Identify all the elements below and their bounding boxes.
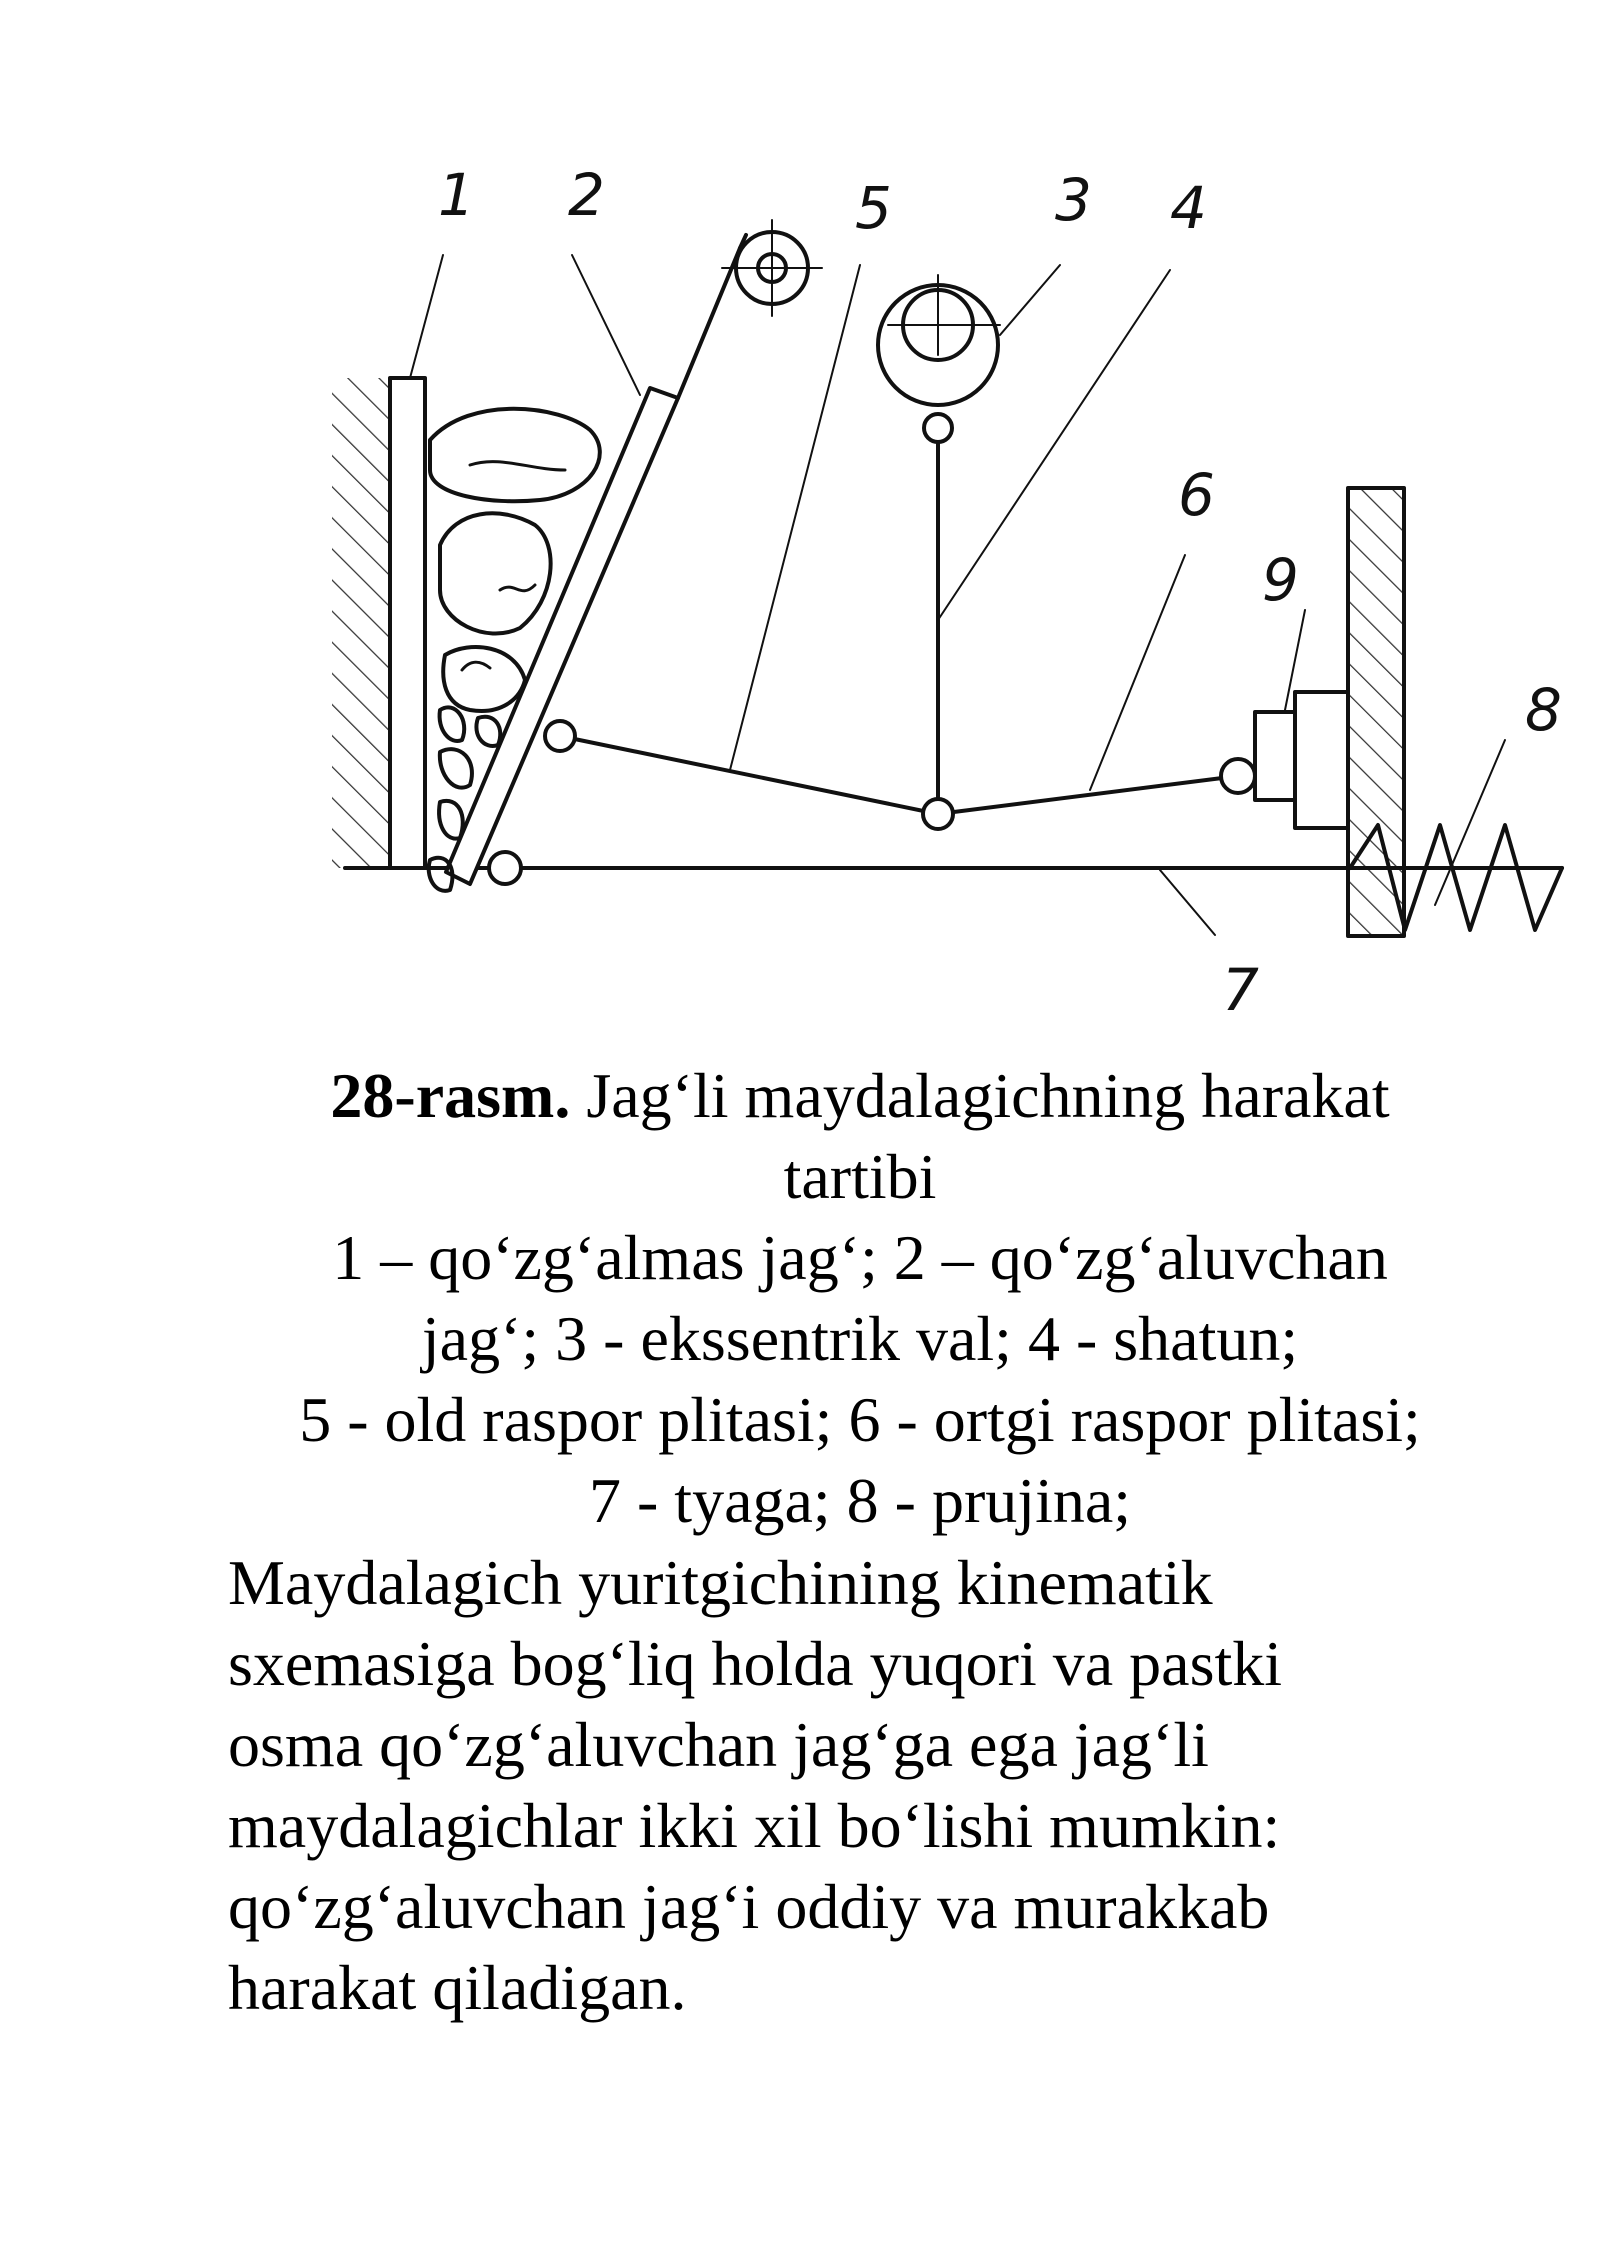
label-9: 9 bbox=[1262, 546, 1299, 614]
legend-line-2: jag‘; 3 - ekssentrik val; 4 - shatun; bbox=[421, 1303, 1299, 1374]
figure-caption bbox=[200, 1055, 1520, 1541]
body-line-5: qo‘zg‘aluvchan jag‘i oddiy va murakkab bbox=[228, 1871, 1270, 1942]
front-toggle-plate bbox=[560, 736, 938, 814]
body-paragraph bbox=[228, 1542, 1488, 2028]
body-line-2: sxemasiga bog‘liq holda yuqori va pastki bbox=[228, 1628, 1283, 1699]
body-line-4: maydalagichlar ikki xil bo‘lishi mumkin: bbox=[228, 1790, 1281, 1861]
label-1: 1 bbox=[438, 161, 475, 229]
body-line-3: osma qo‘zg‘aluvchan jag‘ga ega jag‘li bbox=[228, 1709, 1209, 1780]
label-8: 8 bbox=[1525, 676, 1562, 744]
left-wall bbox=[332, 378, 390, 868]
legend-line-4: 7 - tyaga; 8 - prujina; bbox=[588, 1465, 1132, 1536]
rocks bbox=[429, 409, 600, 891]
legend-line-3: 5 - old raspor plitasi; 6 - ortgi raspor plitasi; bbox=[299, 1384, 1421, 1455]
fixed-jaw bbox=[390, 378, 425, 868]
adjusting-block bbox=[1255, 712, 1295, 800]
label-5: 5 bbox=[855, 174, 892, 242]
rear-toggle-plate bbox=[938, 776, 1238, 814]
label-3: 3 bbox=[1055, 166, 1092, 234]
label-6: 6 bbox=[1178, 461, 1215, 529]
caption-title-line2: tartibi bbox=[783, 1141, 937, 1212]
body-line-1: Maydalagich yuritgichining kinematik bbox=[228, 1547, 1213, 1618]
caption-title-line1: Jag‘li maydalagichning harakat bbox=[586, 1060, 1390, 1131]
label-2: 2 bbox=[568, 161, 605, 229]
crusher-kinematic-diagram bbox=[0, 0, 1600, 1050]
body-line-6: harakat qiladigan. bbox=[228, 1952, 687, 2023]
caption-title bbox=[200, 1055, 1520, 1136]
label-7: 7 bbox=[1222, 956, 1259, 1024]
legend-line-1: 1 – qo‘zg‘almas jag‘; 2 – qo‘zg‘aluvchan bbox=[332, 1222, 1388, 1293]
figure-number: 28-rasm. bbox=[330, 1060, 571, 1131]
label-4: 4 bbox=[1170, 174, 1207, 242]
